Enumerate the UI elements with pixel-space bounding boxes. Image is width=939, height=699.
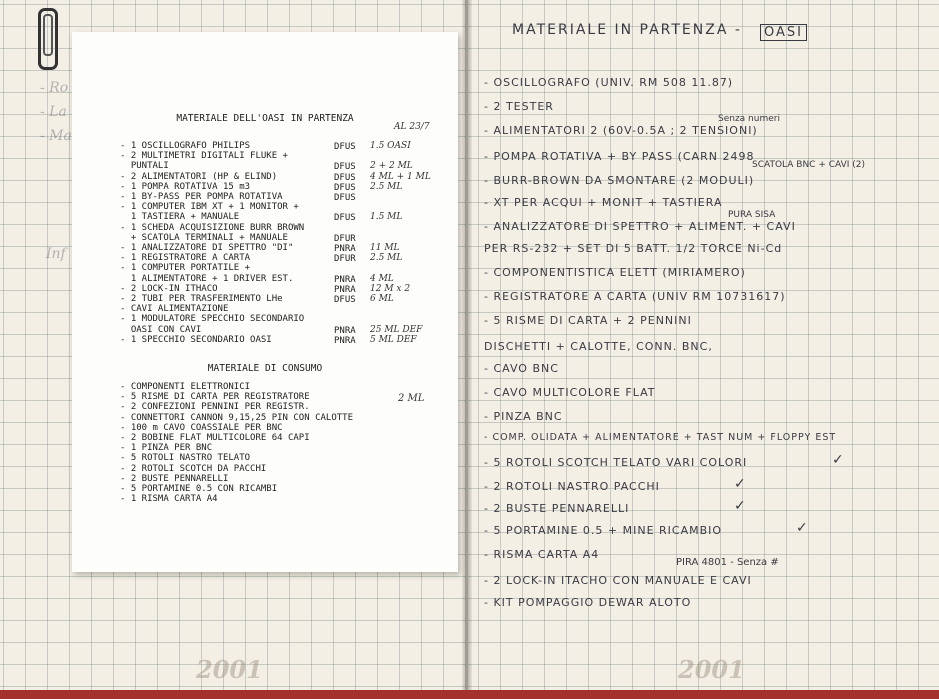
handwritten-list-item: - KIT POMPAGGIO DEWAR ALOTO: [484, 596, 692, 609]
consumable-item: - CONNETTORI CANNON 9,15,25 PIN CON CALOTTE: [120, 412, 353, 423]
check-mark-icon: ✓: [796, 520, 808, 536]
typed-sheet: [72, 32, 458, 572]
date-note: AL 23/7: [394, 122, 430, 132]
equipment-code: DFUS: [334, 295, 356, 305]
equipment-code: DFUS: [334, 182, 356, 193]
consumable-item: - 2 ROTOLI SCOTCH DA PACCHI: [120, 463, 267, 474]
equipment-item: OASI CON CAVI: [120, 324, 202, 335]
handwritten-list-item: - CAVO BNC: [484, 362, 559, 375]
equipment-code: DFUR: [334, 233, 356, 244]
underlying-handwriting: - Ro: [40, 80, 69, 96]
equipment-note: 6 ML: [370, 294, 394, 304]
equipment-code: DFUS: [334, 172, 356, 183]
handwritten-list-item: - 5 RISME DI CARTA + 2 PENNINI: [484, 314, 692, 327]
equipment-item: - 1 POMPA ROTATIVA 15 m3: [120, 181, 251, 192]
equipment-note: 2.5 ML: [370, 181, 403, 192]
equipment-code: PNRA: [334, 274, 356, 285]
equipment-note: 4 ML: [370, 273, 394, 284]
equipment-item: 1 ALIMENTATORE + 1 DRIVER EST.: [120, 273, 294, 284]
equipment-note: 25 ML DEF: [370, 324, 423, 335]
equipment-item: + SCATOLA TERMINALI + MANUALE: [120, 232, 288, 243]
equipment-code: DFUR: [334, 254, 356, 265]
oasi-title-box: OASI: [760, 24, 807, 41]
handwritten-list-item: - XT PER ACQUI + MONIT + TASTIERA: [484, 196, 723, 209]
consumables-title: MATERIALE DI CONSUMO: [207, 363, 323, 374]
consumable-item: - 5 PORTAMINE 0.5 CON RICAMBI: [120, 484, 278, 494]
check-mark-icon: ✓: [734, 476, 746, 492]
equipment-item: 1 TASTIERA + MANUALE: [120, 212, 240, 223]
equipment-note: 2.5 ML: [370, 253, 403, 264]
equipment-note: 1.5 OASI: [370, 141, 411, 151]
equipment-item: - 1 MODULATORE SPECCHIO SECONDARIO: [120, 314, 305, 325]
consumable-item: - 2 CONFEZIONI PENNINI PER REGISTR.: [120, 402, 310, 413]
equipment-code: DFUS: [334, 213, 356, 224]
consumable-item: - 100 m CAVO COASSIALE PER BNC: [120, 422, 283, 433]
handwritten-list-item: - CAVO MULTICOLORE FLAT: [484, 386, 656, 399]
equipment-note: 11 ML: [370, 243, 400, 253]
handwritten-list-item: - RISMA CARTA A4: [484, 548, 600, 561]
page-gutter: [462, 0, 472, 699]
annotation-pira: PIRA 4801 - Senza #: [676, 557, 779, 568]
equipment-item: - 1 REGISTRATORE A CARTA: [120, 253, 251, 264]
equipment-item: - 1 SCHEDA ACQUISIZIONE BURR BROWN: [120, 222, 305, 233]
equipment-note: 5 ML DEF: [370, 334, 417, 345]
handwritten-list-item: - BURR-BROWN DA SMONTARE (2 MODULI): [484, 174, 755, 187]
consumable-item: - 1 PINZA PER BNC: [120, 443, 213, 454]
consumable-item: - 2 BOBINE FLAT MULTICOLORE 64 CAPI: [120, 433, 310, 443]
equipment-note: 1.5 ML: [370, 212, 403, 223]
equipment-item: PUNTALI: [120, 161, 169, 172]
consumables-note: 2 ML: [398, 393, 425, 404]
equipment-note: 12 M x 2: [370, 283, 411, 294]
handwritten-list-item: - PINZA BNC: [484, 410, 563, 423]
consumable-item: - 5 RISME DI CARTA PER REGISTRATORE: [120, 392, 310, 403]
handwritten-list-item: - ANALIZZATORE DI SPETTRO + ALIMENT. + CAVI: [484, 220, 796, 233]
handwritten-list-item: - OSCILLOGRAFO (UNIV. RM 508 11.87): [484, 76, 734, 89]
handwritten-list-item: - 5 ROTOLI SCOTCH TELATO VARI COLORI: [484, 456, 748, 469]
handwritten-list-item: PER RS-232 + SET DI 5 BATT. 1/2 TORCE Ni-Cd: [484, 242, 783, 255]
equipment-code: PNRA: [334, 284, 356, 295]
underlying-handwriting: - La: [40, 104, 67, 120]
handwritten-list-item: - COMP. OLIDATA + ALIMENTATORE + TAST NUM + FLOPPY EST: [484, 432, 837, 443]
equipment-note: 2 + 2 ML: [370, 161, 413, 172]
handwritten-list-item: - 2 ROTOLI NASTRO PACCHI: [484, 480, 660, 493]
equipment-code: PNRA: [334, 335, 356, 346]
equipment-code: DFUS: [334, 142, 356, 152]
equipment-code: PNRA: [334, 244, 356, 254]
equipment-code: PNRA: [334, 325, 356, 336]
annotation-senza-numeri: Senza numeri: [718, 114, 780, 124]
handwritten-list-item: - COMPONENTISTICA ELETT (MIRIAMERO): [484, 266, 746, 279]
underlying-handwriting: - Ma: [40, 128, 72, 144]
consumable-item: - COMPONENTI ELETTRONICI: [120, 382, 251, 392]
handwritten-list-item: - 2 BUSTE PENNARELLI: [484, 502, 630, 515]
underlying-handwriting: Inf: [46, 246, 66, 262]
annotation-pura-sisa: PURA SISA: [728, 210, 776, 220]
equipment-code: DFUS: [334, 193, 356, 203]
handwritten-list-item: - ALIMENTATORI 2 (60V-0.5A ; 2 TENSIONI): [484, 124, 758, 137]
handwritten-list-item: DISCHETTI + CALOTTE, CONN. BNC,: [484, 340, 713, 353]
equipment-item: - 2 LOCK-IN ITHACO: [120, 283, 218, 294]
equipment-note: 4 ML + 1 ML: [370, 171, 431, 182]
consumable-item: - 2 BUSTE PENNARELLI: [120, 473, 229, 484]
handwritten-list-item: - 2 TESTER: [484, 100, 554, 113]
equipment-code: DFUS: [334, 162, 356, 173]
notebook-cover-edge: [0, 690, 939, 699]
left-notebook-page: [0, 0, 466, 699]
consumable-item: - 1 RISMA CARTA A4: [120, 494, 218, 505]
equipment-item: - 2 MULTIMETRI DIGITALI FLUKE +: [120, 151, 288, 162]
equipment-item: - 1 SPECCHIO SECONDARIO OASI: [120, 334, 272, 345]
equipment-item: - 1 ANALIZZATORE DI SPETTRO "DI": [120, 243, 294, 253]
typed-sheet-title: MATERIALE DELL'OASI IN PARTENZA: [176, 113, 354, 124]
equipment-item: - 1 BY-PASS PER POMPA ROTATIVA: [120, 192, 283, 202]
equipment-item: - 2 ALIMENTATORI (HP & ELIND): [120, 171, 278, 182]
equipment-item: - 1 COMPUTER PORTATILE +: [120, 263, 251, 274]
check-mark-icon: ✓: [832, 452, 844, 468]
equipment-item: - 2 TUBI PER TRASFERIMENTO LHe: [120, 294, 283, 304]
check-mark-icon: ✓: [734, 498, 746, 514]
handwritten-list-item: - REGISTRATORE A CARTA (UNIV RM 10731617): [484, 290, 786, 303]
year-watermark: 2001: [678, 655, 745, 684]
paper-clip-inner: [43, 14, 53, 56]
handwritten-list-item: - 5 PORTAMINE 0.5 + MINE RICAMBIO: [484, 524, 723, 537]
handwritten-list-item: - POMPA ROTATIVA + BY PASS (CARN 2498: [484, 150, 755, 163]
equipment-item: - 1 COMPUTER IBM XT + 1 MONITOR +: [120, 202, 299, 213]
page-title: MATERIALE IN PARTENZA -: [512, 22, 742, 38]
annotation-scatola-bnc: SCATOLA BNC + CAVI (2): [752, 160, 866, 170]
handwritten-list-item: - 2 LOCK-IN ITACHO CON MANUALE E CAVI: [484, 574, 752, 587]
equipment-item: - CAVI ALIMENTAZIONE: [120, 304, 229, 315]
consumable-item: - 5 ROTOLI NASTRO TELATO: [120, 453, 251, 464]
equipment-item: - 1 OSCILLOGRAFO PHILIPS: [120, 141, 251, 151]
year-watermark: 2001: [196, 655, 263, 684]
